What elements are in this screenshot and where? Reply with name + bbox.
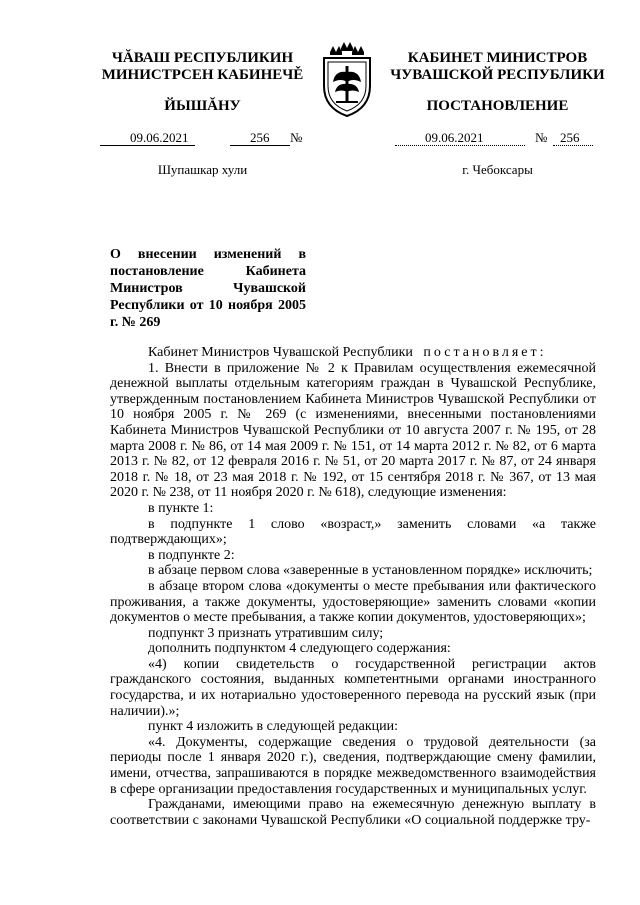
- left-number-sign: №: [290, 130, 303, 145]
- right-date: 09.06.2021: [425, 130, 484, 145]
- paragraph-11: «4. Документы, содержащие сведения о трудовой деятельности (за периоды после 1 января 2020 г.), сведения, подтверждающие смену фамилии, имени, отчества, запрашиваются в порядке межведомственного взаимодействия в сфере организации предоставления государственных и муниципальных услуг.: [110, 734, 596, 797]
- left-date-number-line: [100, 130, 303, 148]
- paragraph-6: в абзаце втором слова «документы о месте пребывания или фактического проживания, а также документы, удостоверяющие» заменить словами «копии документов о месте пребывания, а также копии документов, удостоверяющих»;: [110, 578, 596, 626]
- intro-line: [110, 345, 596, 361]
- right-org-line1: КАБИНЕТ МИНИСТРОВ: [407, 50, 588, 66]
- right-date-number-line: [395, 130, 605, 148]
- right-org-line2: ЧУВАШСКОЙ РЕСПУБЛИКИ: [390, 67, 605, 83]
- paragraph-5: в абзаце первом слова «заверенные в установленном порядке» исключить;: [148, 563, 593, 579]
- paragraph-7: подпункт 3 признать утратившим силу;: [148, 625, 384, 641]
- paragraph-1: 1. Внести в приложение № 2 к Правилам осуществления ежемесячной денежной выплаты отдельным категориям граждан в Чувашской Республике, утвержденным постановлением Кабинета Министров Чувашской Республики от 10 ноября 2005 г. № 269 (с изменениями, внесенными постановлениями Кабинета Министров Чувашской Республики от 10 августа 2007 г. № 195, от 28 марта 2008 г. № 86, от 14 мая 2009 г. № 151, от 14 марта 2012 г. № 82, от 6 марта 2013 г. № 82, от 12 февраля 2016 г. № 51, от 20 марта 2017 г. № 87, от 24 января 2018 г. № 18, от 23 мая 2018 г. № 192, от 15 сентября 2018 г. № 367, от 13 мая 2020 г. № 238, от 11 ноября 2020 г. № 618), следующие изменения:: [110, 360, 596, 501]
- document-body: [110, 345, 596, 828]
- right-number-sign: №: [535, 130, 548, 145]
- paragraph-2: в пункте 1:: [148, 500, 214, 516]
- paragraph-9: «4) копии свидетельств о государственной регистрации актов гражданского состояния, выданных компетентными органами иностранного государства, и их нотариально удостоверенного перевода на русский язык (при наличии).»;: [110, 656, 596, 719]
- left-place: Шупашкар хули: [157, 162, 248, 177]
- left-org-line1: ЧĂВАШ РЕСПУБЛИКИН: [111, 50, 294, 66]
- right-org-name: [380, 50, 615, 84]
- paragraph-4: в подпункте 2:: [148, 547, 235, 563]
- left-date: 09.06.2021: [130, 130, 189, 145]
- intro-text: Кабинет Министров Чувашской Республики: [148, 345, 413, 360]
- left-org-name: [90, 50, 315, 84]
- left-org-line2: МИНИСТРСЕН КАБИНЕЧĚ: [101, 67, 304, 83]
- paragraph-3: в подпункте 1 слово «возраст,» заменить словами «а также подтверждающих»;: [110, 516, 596, 548]
- right-place: г. Чебоксары: [462, 162, 533, 177]
- coat-of-arms-emblem: [318, 42, 376, 122]
- right-number: 256: [560, 130, 580, 145]
- paragraph-10: пункт 4 изложить в следующей редакции:: [148, 719, 398, 735]
- right-doc-type: ПОСТАНОВЛЕНИЕ: [426, 98, 569, 114]
- left-doc-type: ЙЫШĂНУ: [164, 98, 241, 114]
- paragraph-12: Гражданами, имеющими право на ежемесячную денежную выплату в соответствии с законами Чувашской Республики «О социальной поддержке тру-: [110, 797, 596, 828]
- document-title: О внесении изменений в постановление Кабинета Министров Чувашской Республики от 10 ноября 2005 г. № 269: [110, 247, 306, 330]
- left-number: 256: [250, 130, 270, 145]
- paragraph-8: дополнить подпунктом 4 следующего содержания:: [148, 641, 451, 657]
- intro-verb: постановляет:: [423, 345, 547, 360]
